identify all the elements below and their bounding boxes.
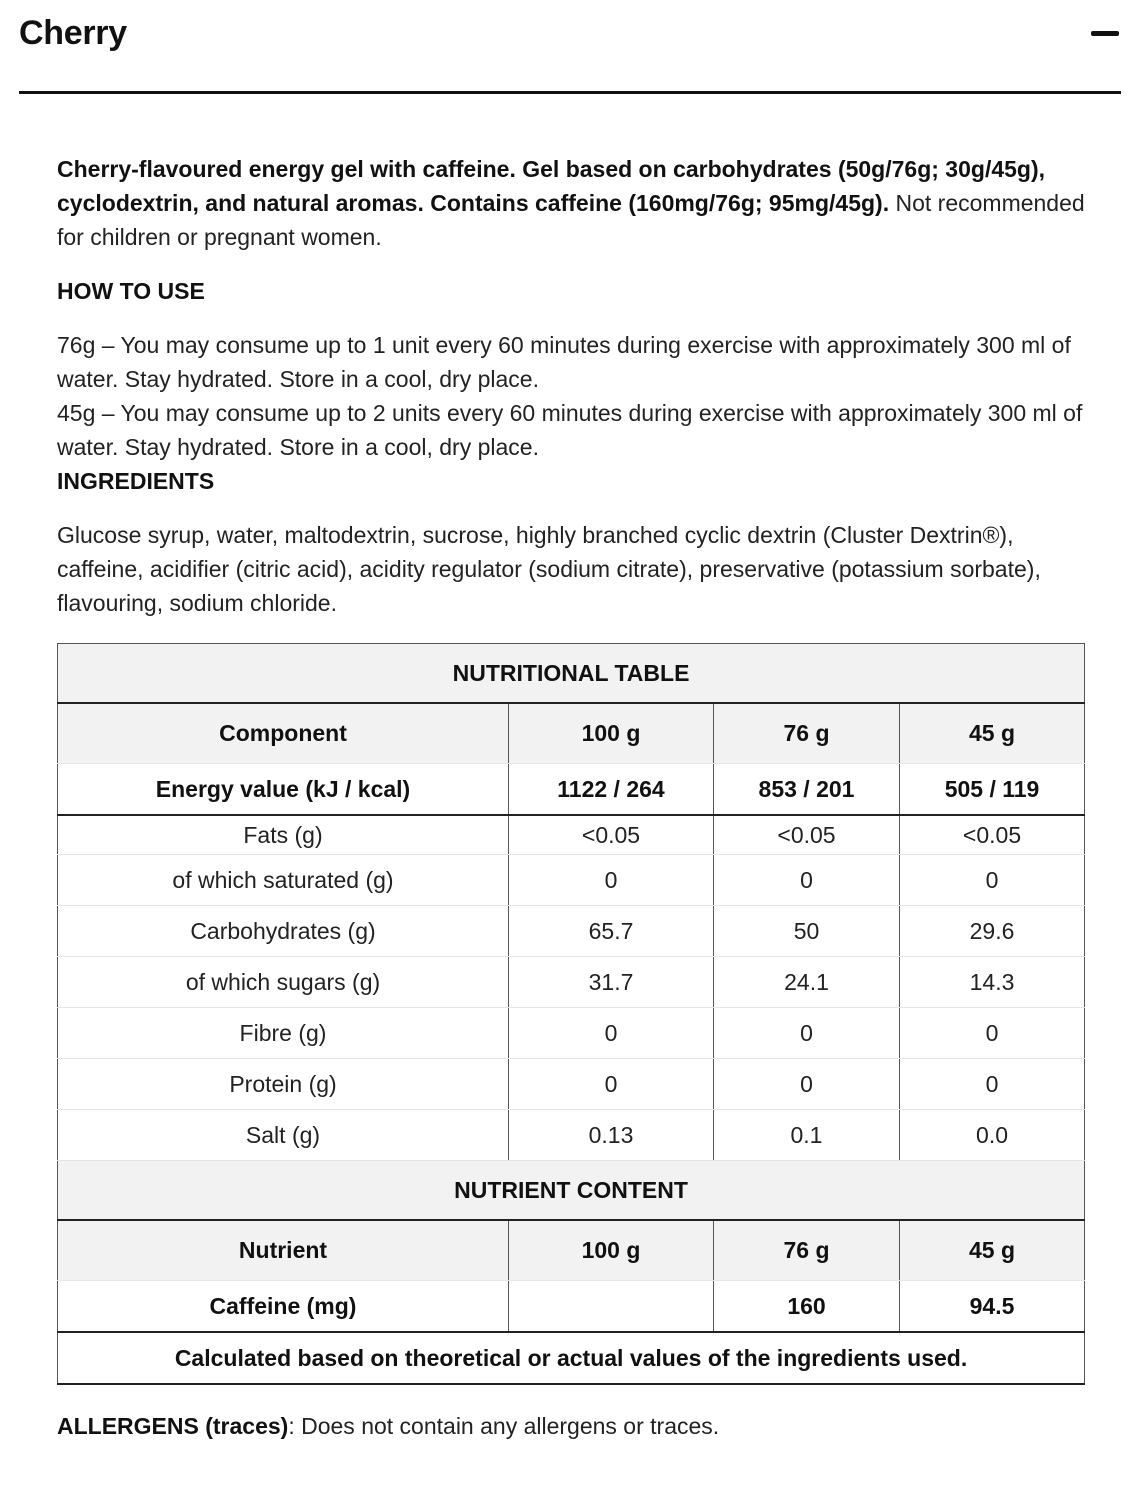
table-row	[58, 1059, 1085, 1110]
row-label: Fats (g)	[58, 815, 509, 855]
row-value: 24.1	[714, 957, 900, 1008]
row-label: Carbohydrates (g)	[58, 906, 509, 957]
row-value: 76 g	[714, 703, 900, 764]
row-value: 0.1	[714, 1110, 900, 1161]
row-value: 0	[900, 855, 1085, 906]
row-value: 1122 / 264	[509, 764, 714, 816]
row-value: 45 g	[900, 1220, 1085, 1281]
product-details	[57, 152, 1087, 620]
energy-row	[58, 764, 1085, 816]
row-value: 0	[900, 1008, 1085, 1059]
minus-icon	[1091, 31, 1119, 36]
row-value: 160	[714, 1281, 900, 1333]
row-label: of which saturated (g)	[58, 855, 509, 906]
collapse-button[interactable]	[1089, 20, 1121, 48]
usage-76g: 76g – You may consume up to 1 unit every 60 minutes during exercise with approximately 300 ml of water. Stay hydrated. Store in a cool, dry place.	[57, 332, 1071, 392]
table-row	[58, 1008, 1085, 1059]
table-note	[58, 1332, 1085, 1384]
row-value: 0.0	[900, 1110, 1085, 1161]
row-label: of which sugars (g)	[58, 957, 509, 1008]
flavour-title: Cherry	[19, 14, 127, 52]
row-value: 0	[714, 1008, 900, 1059]
table-row	[58, 815, 1085, 855]
table-row	[58, 1110, 1085, 1161]
row-value: 65.7	[509, 906, 714, 957]
allergens-text: : Does not contain any allergens or traces.	[288, 1413, 720, 1439]
usage-45g: 45g – You may consume up to 2 units every 60 minutes during exercise with approximately 300 ml of water. Stay hydrated. Store in a cool, dry place.	[57, 400, 1083, 460]
row-value: 0	[714, 1059, 900, 1110]
row-value: <0.05	[509, 815, 714, 855]
allergens-label: ALLERGENS (traces)	[57, 1413, 289, 1439]
table-row	[58, 855, 1085, 906]
row-value: 29.6	[900, 906, 1085, 957]
row-value: 76 g	[714, 1220, 900, 1281]
row-label: Energy value (kJ / kcal)	[58, 764, 509, 816]
table-row	[58, 957, 1085, 1008]
row-value: 0	[714, 855, 900, 906]
row-label: Protein (g)	[58, 1059, 509, 1110]
nutrient-content-title	[58, 1161, 1085, 1221]
description-bold: Cherry-flavoured energy gel with caffeine. Gel based on carbohydrates (50g/76g; 30g/45g), cyclodextrin, and natural aromas. Contains caffeine (160mg/76g; 95mg/45g).	[57, 156, 1046, 216]
nutrient-content-title-text: NUTRIENT CONTENT	[58, 1161, 1085, 1221]
how-to-use-heading: HOW TO USE	[57, 278, 205, 304]
nutrient-header-row	[58, 1220, 1085, 1281]
row-value: <0.05	[900, 815, 1085, 855]
row-value: 0	[509, 1059, 714, 1110]
row-value: 505 / 119	[900, 764, 1085, 816]
table-title-text: NUTRITIONAL TABLE	[58, 644, 1085, 704]
row-label: Component	[58, 703, 509, 764]
row-label: Salt (g)	[58, 1110, 509, 1161]
row-value: 100 g	[509, 703, 714, 764]
row-label: Nutrient	[58, 1220, 509, 1281]
row-value: 0.13	[509, 1110, 714, 1161]
ingredients-heading: INGREDIENTS	[57, 468, 215, 494]
accordion-header[interactable]	[19, 0, 1121, 94]
ingredients-text: Glucose syrup, water, maltodextrin, sucrose, highly branched cyclic dextrin (Cluster Dextrin®), caffeine, acidifier (citric acid), acidity regulator (sodium citrate), preservative (potassium sorbate), flavouring, sodium chloride.	[57, 522, 1041, 616]
description	[57, 152, 1087, 254]
row-value: 50	[714, 906, 900, 957]
row-value: <0.05	[714, 815, 900, 855]
row-label: Fibre (g)	[58, 1008, 509, 1059]
row-value: 853 / 201	[714, 764, 900, 816]
table-row	[58, 906, 1085, 957]
table-title	[58, 644, 1085, 704]
nutritional-table	[57, 643, 1085, 1385]
allergens-info	[57, 1409, 719, 1443]
table-header-row	[58, 703, 1085, 764]
row-label: Caffeine (mg)	[58, 1281, 509, 1333]
description-normal: Not recommended for children or pregnant women.	[57, 190, 1085, 250]
caffeine-row	[58, 1281, 1085, 1333]
table-note-text: Calculated based on theoretical or actual values of the ingredients used.	[58, 1332, 1085, 1384]
row-value: 0	[509, 855, 714, 906]
row-value: 0	[900, 1059, 1085, 1110]
row-value: 94.5	[900, 1281, 1085, 1333]
row-value: 45 g	[900, 703, 1085, 764]
row-value: 14.3	[900, 957, 1085, 1008]
row-value: 0	[509, 1008, 714, 1059]
row-value: 100 g	[509, 1220, 714, 1281]
row-value: 31.7	[509, 957, 714, 1008]
row-value	[509, 1281, 714, 1333]
